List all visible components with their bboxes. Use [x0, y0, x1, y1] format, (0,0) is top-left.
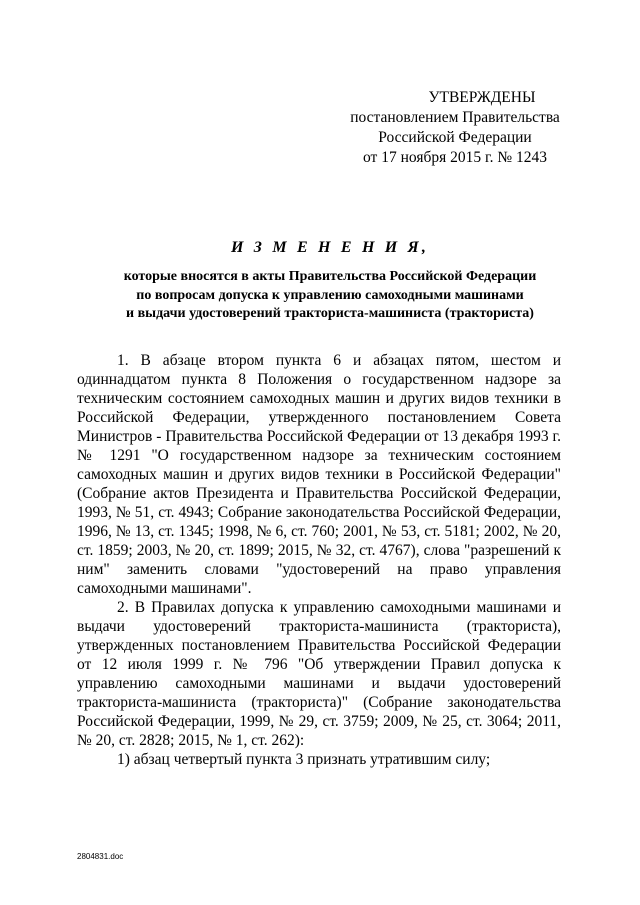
- approval-block: [330, 88, 580, 168]
- document-body: [77, 351, 561, 769]
- document-heading: [60, 238, 600, 324]
- approval-line-3: от 17 ноября 2015 г. № 1243: [363, 149, 547, 166]
- paragraph-3: 1) абзац четвертый пункта 3 признать утратившим силу;: [117, 751, 491, 768]
- paragraph-2: 2. В Правилах допуска к управлению самоходными машинами и выдачи удостоверений тракториста-машиниста (тракториста), утвержденных постановлением Правительства Российской Федерации от 12 июля 1999 г. № 796 "Об утверждении Правил допуска к управлению самоходными машинами и выдачи удостоверений тракториста-машиниста (тракториста)" (Собрание законодательства Российской Федерации, 1999, № 29, ст. 3759; 2009, № 25, ст. 3064; 2011, № 20, ст. 2828; 2015, № 1, ст. 262):: [77, 599, 561, 749]
- approval-heading: УТВЕРЖДЕНЫ: [428, 89, 536, 106]
- approval-line-2: Российской Федерации: [378, 129, 532, 146]
- subtitle-line-2: по вопросам допуска к управлению самоходными машинами: [136, 287, 524, 303]
- subtitle-line-1: которые вносятся в акты Правительства Российской Федерации: [123, 269, 537, 284]
- document-title: И З М Е Н Е Н И Я,: [230, 239, 430, 256]
- paragraph-1: 1. В абзаце втором пункта 6 и абзацах пятом, шестом и одиннадцатом пункта 8 Положения о государственном надзоре за техническим состоянием самоходных машин и других видов техники в Российской Федерации, утвержденного постановлением Совета Министров - Правительства Российской Федерации от 13 декабря 1993 г. № 1291 "О государственном надзоре за техническим состоянием самоходных машин и других видов техники в Российской Федерации" (Собрание актов Президента и Правительства Российской Федерации, 1993, № 51, ст. 4943; Собрание законодательства Российской Федерации, 1996, № 13, ст. 1345; 1998, № 6, ст. 760; 2001, № 53, ст. 5181; 2002, № 20, ст. 1859; 2003, № 20, ст. 1899; 2015, № 32, ст. 4767), слова "разрешений к ним" заменить словами "удостоверений на право управления самоходными машинами".: [77, 352, 561, 597]
- document-subtitle: [60, 268, 600, 324]
- subtitle-line-3: и выдачи удостоверений тракториста-машиниста (тракториста): [126, 306, 534, 321]
- approval-line-1: постановлением Правительства: [350, 109, 560, 126]
- file-name-footer: 2804831.doc: [77, 852, 124, 861]
